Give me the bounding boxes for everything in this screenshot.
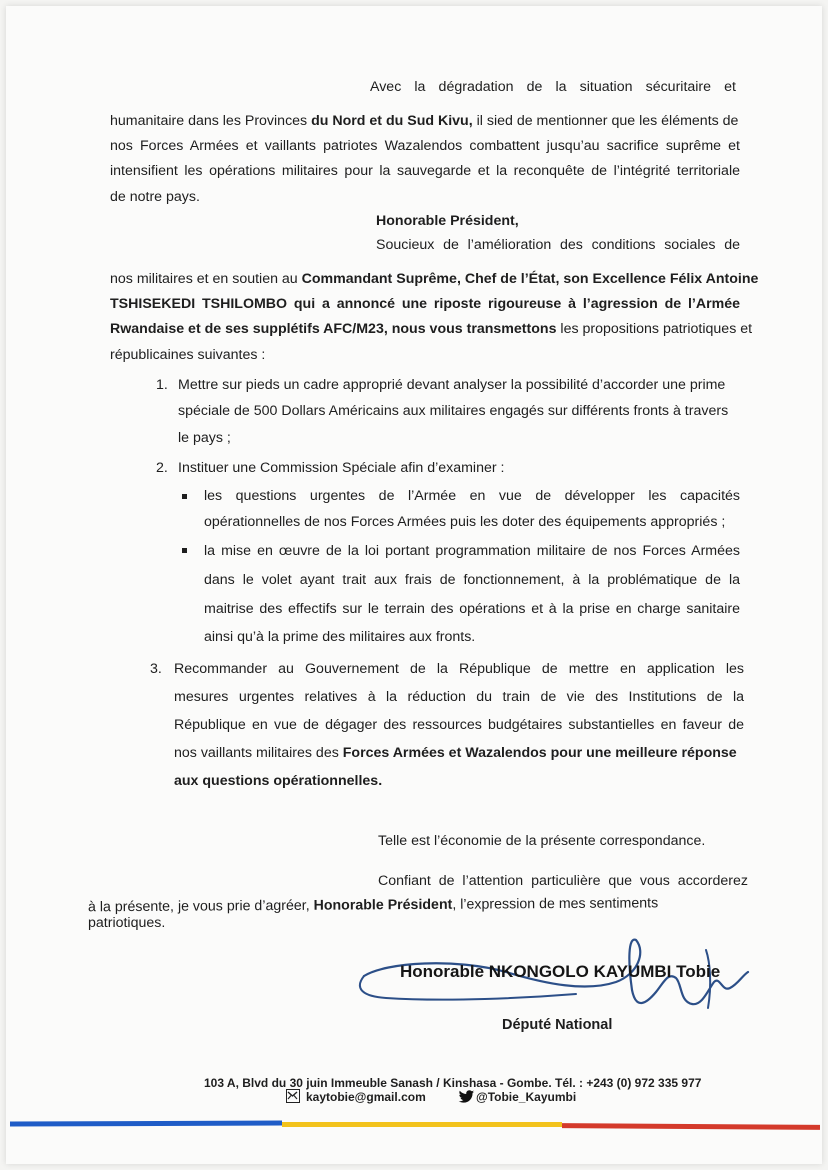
footer-twitter[interactable]: @Tobie_Kayumbi	[476, 1090, 577, 1104]
item-3-line-4: nos vaillants militaires des Forces Armées et Wazalendos pour une meilleure réponse	[174, 745, 737, 761]
bullet-1-marker	[182, 494, 187, 499]
item-1-line-2: spéciale de 500 Dollars Américains aux militaires engagés sur différents fronts à travers	[178, 403, 729, 419]
footer-email[interactable]: kaytobie@gmail.com	[306, 1090, 426, 1104]
intro-line-1: Avec la dégradation de la situation sécuritaire et	[370, 79, 736, 95]
closing-line-1: Confiant de l’attention particulière que vous accorderez	[378, 873, 748, 889]
item-2-line-1: Instituer une Commission Spéciale afin d’examiner :	[178, 460, 505, 476]
signatory-name: Honorable NKONGOLO KAYUMBI Tobie	[400, 962, 721, 981]
para2-line-1: Soucieux de l’amélioration des conditions sociales de	[376, 237, 740, 253]
bullet-2-marker	[182, 548, 187, 553]
item-3-line-1: Recommander au Gouvernement de la République de mettre en application les	[174, 661, 744, 677]
item-1-line-3: le pays ;	[178, 430, 231, 446]
para2-line-2: nos militaires et en soutien au Commandant Suprême, Chef de l’État, son Excellence Félix Antoine	[110, 271, 759, 287]
document-page	[6, 6, 822, 1164]
intro-line-4: intensifient les opérations militaires pour la sauvegarde et la reconquête de l’intégrité territoriale	[110, 163, 740, 179]
para2-line-3: TSHISEKEDI TSHILOMBO qui a annoncé une riposte rigoureuse à l’agression de l’Armée	[110, 296, 740, 312]
item-1-number: 1.	[156, 377, 168, 393]
bullet-1-line-1: les questions urgentes de l’Armée en vue de développer les capacités	[204, 488, 740, 504]
flag-stripe-yellow	[282, 1122, 562, 1127]
bullet-2-line-4: ainsi qu’à la prime des militaires aux fronts.	[204, 629, 476, 645]
para2-line-4: Rwandaise et de ses supplétifs AFC/M23, nous vous transmettons les propositions patriotiques et	[110, 321, 753, 337]
intro-line-3: nos Forces Armées et vaillants patriotes Wazalendos combattent jusqu’au sacrifice suprême et	[110, 138, 740, 154]
footer-address: 103 A, Blvd du 30 juin Immeuble Sanash / Kinshasa - Gombe. Tél. : +243 (0) 972 335 977	[204, 1076, 702, 1090]
item-3-line-5: aux questions opérationnelles.	[174, 773, 383, 789]
item-1-line-1: Mettre sur pieds un cadre approprié devant analyser la possibilité d’accorder une prime	[178, 377, 726, 393]
economy-sentence: Telle est l’économie de la présente correspondance.	[378, 833, 706, 849]
intro-line-5: de notre pays.	[110, 189, 200, 205]
bullet-2-line-1: la mise en œuvre de la loi portant programmation militaire de nos Forces Armées	[204, 543, 740, 559]
flag-stripe-red	[562, 1123, 820, 1130]
intro-line-2: humanitaire dans les Provinces du Nord et du Sud Kivu, il sied de mentionner que les éléments de	[110, 113, 739, 129]
bullet-1-line-2: opérationnelles de nos Forces Armées puis les doter des équipements appropriés ;	[204, 514, 726, 530]
signatory-title: Député National	[502, 1017, 613, 1033]
item-3-line-2: mesures urgentes relatives à la réduction du train de vie des Institutions de la	[174, 689, 744, 705]
twitter-bird-icon	[458, 1090, 475, 1104]
salutation: Honorable Président,	[376, 213, 519, 229]
bullet-2-line-3: maitrise des effectifs sur le terrain des opérations et à la prise en charge sanitaire	[204, 601, 740, 617]
item-3-number: 3.	[150, 661, 162, 677]
closing-line-3: patriotiques.	[88, 915, 166, 931]
item-2-number: 2.	[156, 460, 168, 476]
bullet-2-line-2: dans le volet ayant trait aux frais de fonctionnement, à la problématique de la	[204, 572, 740, 588]
item-3-line-3: République en vue de dégager des ressources budgétaires substantielles en faveur de	[174, 717, 744, 733]
flag-stripe-blue	[10, 1121, 282, 1127]
email-icon	[286, 1089, 300, 1103]
closing-line-2: à la présente, je vous prie d’agréer, Honorable Président, l’expression de mes sentiments	[87, 895, 659, 916]
para2-line-5: républicaines suivantes :	[110, 347, 266, 363]
